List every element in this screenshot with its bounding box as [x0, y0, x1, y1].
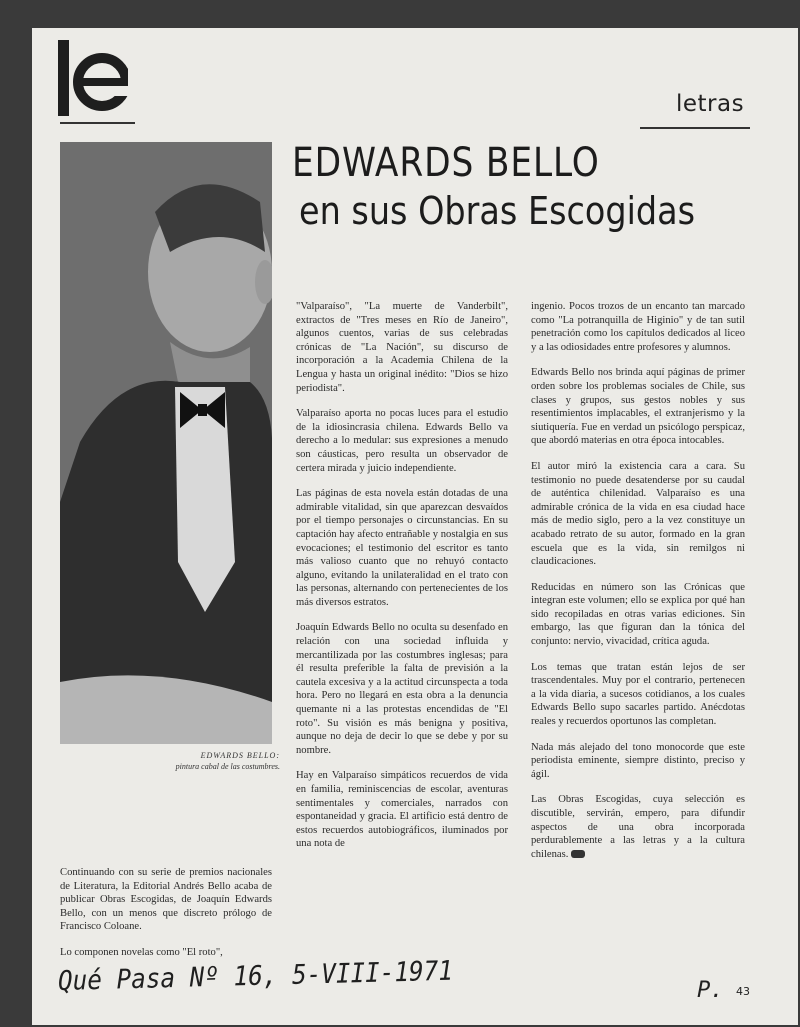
- section-label: letras: [676, 91, 745, 117]
- headline-line2: en sus Obras Escogidas: [299, 189, 695, 233]
- page-number: 43: [736, 985, 750, 998]
- paragraph: Valparaíso aporta no pocas luces para el estudio de la idiosincrasia chilena. Edwards Bello va derecho a lo medular: sus expresiones a menudo son cáusticas, pero resulta un observador de certera mirada y juicio independiente.: [296, 408, 508, 474]
- paragraph-final: [531, 793, 745, 861]
- article-column-3: [531, 300, 745, 873]
- caption-text: pintura cabal de las costumbres.: [175, 762, 280, 771]
- magazine-logo: [56, 40, 128, 120]
- section-rule: [640, 127, 750, 129]
- headline: [292, 138, 762, 234]
- logo-rule: [60, 122, 135, 124]
- portrait-illustration: [60, 142, 272, 744]
- paragraph: Continuando con su serie de premios nacionales de Literatura, la Editorial Andrés Bello acaba de publicar Obras Escogidas, de Joaquín Edwards Bello, con un menos que discreto prólogo de Francisco Coloane.: [60, 867, 272, 933]
- paragraph: Las páginas de esta novela están dotadas de una admirable vitalidad, sin que aparezcan desvaídos por el tiempo personajes o circunstancias. En su captación hay afecto entrañable y nostalgia en sus evocaciones; el testimonio del escritor es tanto más valioso cuanto que no rehuyó contacto alguno, evitando la unilateralidad en el trato con las personas, alternando con pertenecientes de los más diversos estratos.: [296, 488, 508, 608]
- paragraph: El autor miró la existencia cara a cara. Su testimonio no puede desatenderse por su caudal de auténtica chilenidad. Valparaíso es una admirable crónica de la vida en esa ciudad hace más de medio siglo, pero a la vez constituye un acabado retrato de su autor, formado en la gran escuela que es la vida, sin remilgos ni claudicaciones.: [531, 460, 745, 568]
- paragraph: "Valparaíso", "La muerte de Vanderbilt", extractos de "Tres meses en Río de Janeiro", algunos cuentos, varias de sus celebradas crónicas de "La Nación", su discurso de incorporación a la Academia Chilena de la Lengua y hasta un original inédito: "Dios se hizo periodista".: [296, 301, 508, 394]
- photo-caption: [140, 750, 280, 772]
- paragraph: Lo componen novelas como "El roto",: [60, 946, 223, 958]
- paragraph: Los temas que tratan están lejos de ser trascendentales. Muy por el contrario, pertenecen a la vida diaria, a sucesos cotidianos, a los cuales Edwards Bello supo sacarles partido. Anécdotas reales y recuerdos oportunos las completan.: [531, 661, 745, 728]
- final-text: Las Obras Escogidas, cuya selección es discutible, servirán, empero, para difundir aspectos de una obra incorporada perdurablemente a las letras y a la cultura chilenas.: [531, 794, 745, 860]
- paragraph: Nada más alejado del tono monocorde que este periodista eminente, siempre distinto, preciso y ágil.: [531, 741, 745, 780]
- caption-name: EDWARDS BELLO:: [200, 751, 280, 760]
- paragraph: Edwards Bello nos brinda aquí páginas de primer orden sobre los problemas sociales de Chile, sus clases y grupos, sus gestos nobles y sus resentimientos implacables, el extranjerismo y la siutiquería. Fue en verdad un psicólogo perspicaz, que abordó materias en otra época intocables.: [531, 367, 745, 447]
- paragraph: Reducidas en número son las Crónicas que integran este volumen; ello se explica por qué han sido recopiladas en otras varias ediciones. Sin embargo, las que figuran dan la tónica del conjunto: nervio, vivacidad, crítica aguda.: [531, 581, 745, 648]
- paragraph: ingenio. Pocos trozos de un encanto tan marcado como "La potranquilla de Higinio" y de tan sutil penetración como los capítulos dedicados al liceo y a las odiosidades entre profesores y alumnos.: [531, 301, 745, 353]
- end-of-article-icon: [571, 850, 585, 858]
- article-column-2: [296, 300, 508, 863]
- paragraph: Hay en Valparaíso simpáticos recuerdos de vida en familia, reminiscencias de escolar, aventuras sentimentales y comerciales, narrados con espontaneidad y gracia. El artificio está dentro de estos recuerdos autobiográficos, iluminados por una nota de: [296, 770, 508, 850]
- handwritten-p: P.: [697, 978, 724, 1003]
- author-portrait-photo: [60, 142, 272, 744]
- article-column-1: [60, 866, 272, 972]
- handwritten-source-note: Qué Pasa Nº 16, 5-VIII-1971: [57, 955, 454, 997]
- paragraph: Joaquín Edwards Bello no oculta su desenfado en relación con una sociedad influida y mercantilizada por las costumbres inglesas; para él resulta preferible la falta de previsión a la cautela excesiva y a la actitud circunspecta a toda hora. Pero no llegará en esta obra a la denuncia quemante ni a las protestas encendidas de "El roto". Su visión es más benigna y positiva, aunque no deja de decir lo que se debe y por su nombre.: [296, 622, 508, 756]
- headline-line1: EDWARDS BELLO: [292, 140, 600, 186]
